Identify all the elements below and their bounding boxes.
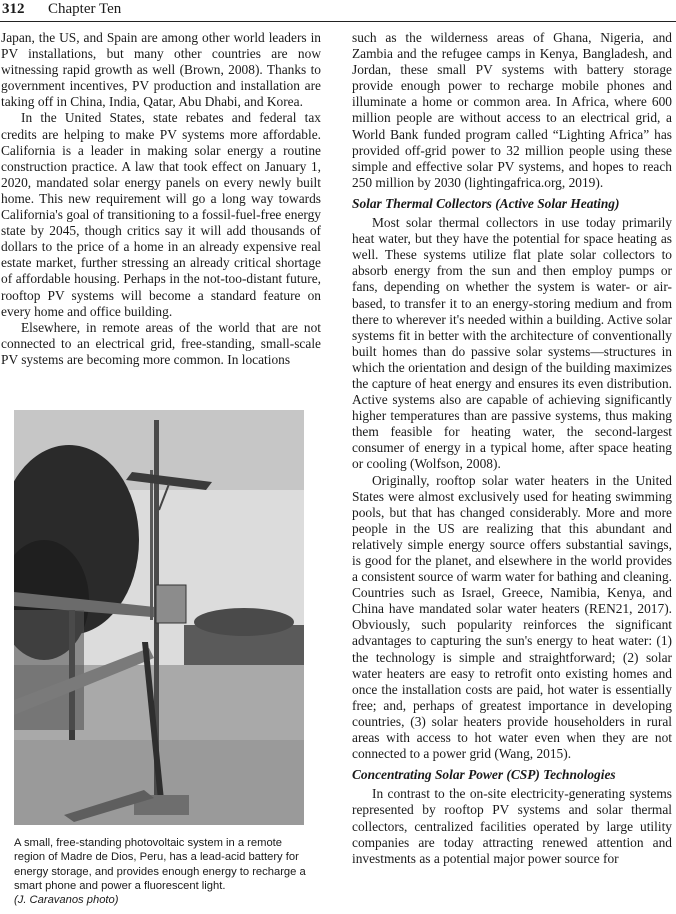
paragraph: In the United States, state rebates and federal tax credits are helping to make PV systems more affordable. California is a leader in making solar energy a routine construction practice. A law that took effect on January 1, 2020, mandated solar energy panels on every newly built home. This new requirement will go a long way towards California's goal of transitioning to a fossil-fuel-free energy state by 2045, though critics say it will add thousands of dollars to the price of a home in an already expensive real estate market, further stressing an already critical shortage of affordable housing. Perhaps in the not-too-distant future, rooftop PV systems will become a standard feature on every home and office building. [1,110,321,319]
header-rule [0,21,676,22]
caption-text: A small, free-standing photovoltaic system in a remote region of Madre de Dios, Peru, has a lead-acid battery for energy storage, and provides enough energy to recharge a smart phone and power a fluorescent light. [14,837,306,892]
paragraph: In contrast to the on-site electricity-generating systems represented by rooftop PV systems and solar thermal collectors, centralized facilities operated by large utility companies are today attracting renewed attention and investments as a potential major power source for [352,786,672,866]
paragraph: Elsewhere, in remote areas of the world that are not connected to an electrical grid, free-standing, small-scale PV systems are becoming more common. In locations [1,319,321,367]
figure-caption [14,836,314,907]
page-header [0,0,676,22]
paragraph: Japan, the US, and Spain are among other world leaders in PV installations, but many other countries are now witnessing rapid growth as well (Brown, 2008). Thanks to government incentives, PV production and installation are taking off in China, India, Qatar, Abu Dhabi, and Korea. [1,30,321,110]
paragraph: Most solar thermal collectors in use today primarily heat water, but they have the potential for space heating as well. These systems utilize flat plate solar collectors to absorb energy from the sun and then employ pumps or fans, depending on whether the system is water- or air-based, to transfer it to an energy-storing medium and from there to wherever it's needed within a building. Active solar systems fit in better with the architecture of conventionally built homes than do passive solar systems—structures in which the orientation and design of the building maximizes the capture of heat energy and ensures its even distribution. Active systems also are capable of achieving significantly higher temperatures than are passive systems, thus making them feasible for heating water, the second-largest consumer of energy in a typical home, after space heating or cooling (Wolfson, 2008). [352,215,672,472]
page-number: 312 [2,1,25,17]
right-column [352,30,672,867]
chapter-title: Chapter Ten [48,1,122,17]
paragraph: such as the wilderness areas of Ghana, Nigeria, and Zambia and the refugee camps in Kenya, Bangladesh, and Jordan, these small PV systems with battery storage provide enough power to recharge mobile phones and illuminate a home or common area. In Africa, where 600 million people are without access to an electrical grid, a World Bank funded program called “Lighting Africa” has provided off-grid power to 32 million people using these simple and effective solar PV systems, and hopes to reach 250 million by 2030 (lightingafrica.org, 2019). [352,30,672,190]
section-heading: Solar Thermal Collectors (Active Solar Heating) [352,195,620,211]
solar-pole-photo [14,410,304,825]
figure-photo [14,410,304,825]
photo-credit: (J. Caravanos photo) [14,894,119,907]
paragraph: Originally, rooftop solar water heaters in the United States were almost exclusively used for heating swimming pools, but that has changed considerably. More and more people in the US are realizing that this abundant and relatively simple energy source offers substantial savings, is good for the planet, and elsewhere in the world provides a consistent source of warm water for bathing and cleaning. Countries such as Israel, Greece, Namibia, Kenya, and China have mandated solar water heaters (REN21, 2017). Obviously, such popularity reinforces the significant advantages to capturing the sun's energy to heat water: (1) the technology is simple and straightforward; (2) solar water heaters are easy to retrofit onto existing homes and once the installation costs are paid, hot water is essentially free; and, perhaps of greatest importance in developing countries, (3) solar heaters provide householders in rural areas with access to hot water even when they are not connected to a power grid (Wang, 2015). [352,472,672,762]
section-heading: Concentrating Solar Power (CSP) Technologies [352,767,616,783]
left-column [1,30,321,368]
